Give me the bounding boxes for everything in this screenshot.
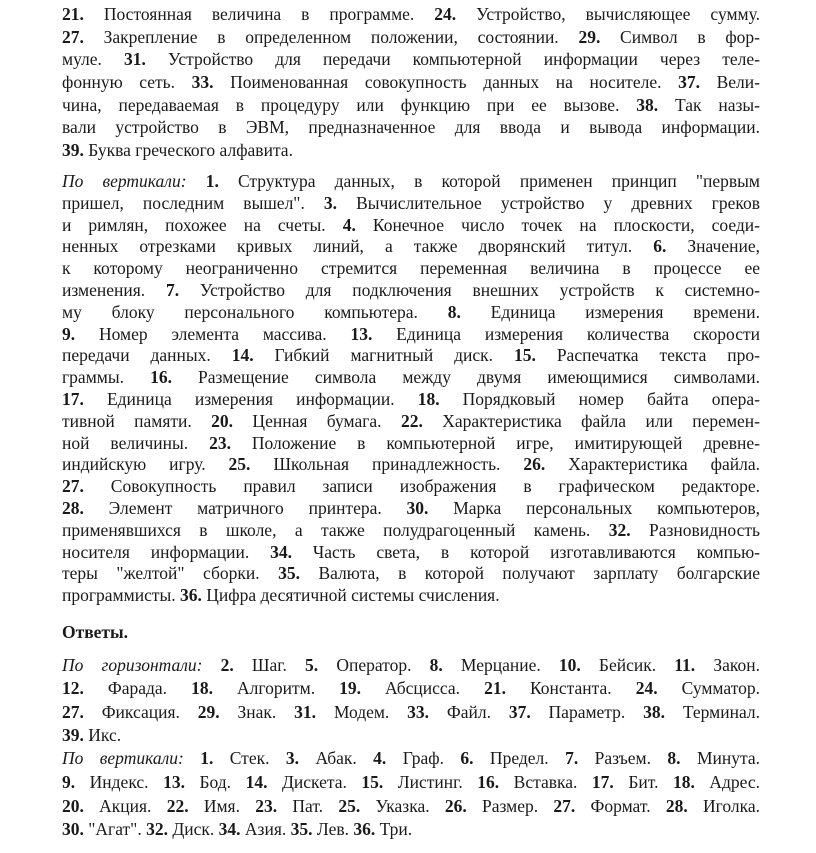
bold-text: 30.	[62, 819, 84, 840]
bold-text: 8.	[429, 655, 443, 675]
text-run: Иголка.	[687, 795, 760, 816]
text-run: Положение в компьютерной игре, имитирующей древне-	[230, 432, 760, 453]
text-run: изменения.	[62, 279, 166, 300]
text-line	[62, 48, 760, 71]
text-run: "Агат".	[83, 819, 147, 840]
bold-text: 37.	[508, 701, 531, 722]
text-run: Оператор.	[318, 655, 430, 675]
text-line	[62, 724, 760, 747]
text-line	[62, 139, 760, 162]
text-run: Минута.	[680, 748, 760, 768]
text-line	[62, 677, 760, 700]
bold-text: 6.	[653, 236, 667, 257]
bold-text: 39.	[62, 140, 84, 161]
horizontal-clues-continued	[62, 3, 760, 162]
bold-text: 34.	[270, 541, 293, 562]
text-run: Гибкий магнитный диск.	[253, 345, 514, 366]
answers-vertical	[62, 747, 760, 842]
text-run: Характеристика файла или перемен-	[422, 410, 760, 431]
italic-text: По вертикали:	[62, 171, 206, 191]
bold-text: 14.	[245, 771, 268, 792]
text-line	[62, 71, 760, 94]
text-line	[62, 585, 760, 607]
text-run: Номер элемента массива.	[75, 323, 351, 344]
text-run: носителя информации.	[62, 541, 271, 562]
bold-text: 10.	[558, 655, 581, 675]
text-run: теры "желтой" сборки.	[62, 563, 279, 584]
text-line	[62, 367, 760, 389]
text-run: Распечатка текста про-	[535, 345, 760, 366]
text-run: Константа.	[505, 678, 636, 699]
text-run: Пат.	[277, 795, 339, 816]
text-run: Азия.	[240, 819, 291, 840]
text-run: Конечное число точек на плоскости, соеди-	[355, 214, 760, 235]
bold-text: 17.	[591, 771, 614, 792]
bold-text: 38.	[636, 94, 659, 115]
text-run: Ценная бумага.	[233, 410, 401, 431]
text-line	[62, 116, 760, 139]
text-run: вали устройство в ЭВМ, предназначенное для ввода и вывода информации.	[62, 117, 760, 138]
text-run: Терминал.	[665, 701, 760, 722]
text-line	[62, 3, 760, 26]
text-run: Акция.	[83, 795, 167, 816]
text-run: Буква греческого алфавита.	[83, 140, 293, 161]
text-line	[62, 563, 760, 585]
text-run: фонную сеть.	[62, 72, 192, 93]
bold-text: 34.	[218, 819, 241, 840]
text-line	[62, 258, 760, 280]
bold-text: 9.	[62, 323, 76, 344]
bold-text: 8.	[447, 301, 461, 322]
bold-text: Ответы.	[62, 622, 129, 642]
bold-text: 32.	[608, 519, 631, 540]
text-line	[62, 542, 760, 564]
bold-text: 35.	[278, 563, 300, 584]
bold-text: 11.	[674, 655, 696, 675]
bold-text: 26.	[444, 795, 467, 816]
bold-text: 33.	[407, 701, 430, 722]
bold-text: 14.	[231, 345, 254, 366]
text-run: Фарада.	[83, 678, 192, 699]
vertical-clues	[62, 171, 760, 607]
bold-text: 30.	[406, 497, 429, 518]
text-run: му блоку персонального компьютера.	[62, 301, 448, 322]
answers-horizontal	[62, 654, 760, 747]
text-run: Совокупность правил записи изображения в графическом редакторе.	[83, 476, 760, 497]
bold-text: 21.	[484, 678, 506, 699]
text-run: Икс.	[83, 724, 122, 745]
bold-text: 22.	[166, 795, 189, 816]
text-line	[62, 236, 760, 258]
bold-text: 1.	[200, 748, 214, 768]
text-run: Стек.	[213, 748, 286, 768]
text-run: Единица измерения количества скорости	[372, 323, 760, 344]
text-run: Структура данных, в которой применен принцип "первым	[218, 171, 761, 191]
text-run: Часть света, в которой изготавливаются компью-	[292, 541, 760, 562]
bold-text: 18.	[191, 678, 213, 699]
text-line	[62, 654, 760, 677]
text-run: Индекс.	[75, 771, 164, 792]
text-run: Бейсик.	[580, 655, 675, 675]
bold-text: 20.	[62, 795, 84, 816]
bold-text: 8.	[667, 748, 681, 768]
text-run: и римлян, похожее на счеты.	[62, 214, 343, 235]
text-run: Граф.	[386, 748, 461, 768]
bold-text: 24.	[635, 678, 658, 699]
text-run: Разновидность	[630, 519, 760, 540]
text-run: граммы.	[62, 367, 151, 388]
text-run: Адрес.	[694, 771, 761, 792]
bold-text: 7.	[565, 748, 579, 768]
text-run: Листинг.	[383, 771, 478, 792]
text-run: Значение,	[666, 236, 760, 257]
bold-text: 3.	[323, 192, 338, 213]
bold-text: 4.	[373, 748, 387, 768]
answers-heading	[62, 621, 760, 643]
text-line	[62, 498, 760, 520]
text-run: Характеристика файла.	[545, 454, 760, 475]
bold-text: 23.	[209, 432, 231, 453]
text-line	[62, 280, 760, 302]
text-line	[62, 302, 760, 324]
text-run: индийскую игру.	[62, 454, 229, 475]
text-line	[62, 389, 760, 411]
bold-text: 26.	[523, 454, 546, 475]
text-run: Вставка.	[499, 771, 592, 792]
bold-text: 39.	[62, 724, 84, 745]
bold-text: 25.	[338, 795, 361, 816]
text-run: Устройство для передачи компьютерной информации через теле-	[145, 49, 760, 70]
bold-text: 21.	[62, 4, 84, 24]
text-run: Символ в фор-	[600, 26, 760, 47]
text-line	[62, 795, 760, 819]
text-run: муле.	[62, 49, 125, 70]
bold-text: 15.	[514, 345, 536, 366]
text-run: Постоянная величина в программе.	[83, 4, 435, 24]
text-run: ной величины.	[62, 432, 210, 453]
text-run: Элемент матричного принтера.	[83, 497, 407, 518]
bold-text: 25.	[228, 454, 251, 475]
text-run: Алгоритм.	[212, 678, 340, 699]
text-run: Размер.	[466, 795, 554, 816]
text-line	[62, 818, 760, 842]
text-run: Устройство, вычисляющее сумму.	[456, 4, 760, 24]
bold-text: 3.	[285, 748, 300, 768]
text-line	[62, 621, 760, 643]
text-run: Формат.	[575, 795, 666, 816]
text-run: тивной памяти.	[62, 410, 212, 431]
bold-text: 20.	[211, 410, 234, 431]
text-run: Дискета.	[267, 771, 362, 792]
bold-text: 2.	[220, 655, 234, 675]
text-run: Единица измерения информации.	[83, 388, 418, 409]
text-run: применявшихся в школе, а также полудрагоценный камень.	[62, 519, 609, 540]
text-run: Диск.	[167, 819, 219, 840]
text-run: Цифра десятичной системы счисления.	[201, 585, 500, 606]
bold-text: 18.	[672, 771, 695, 792]
text-run: Три.	[375, 819, 413, 840]
text-run: Единица измерения времени.	[460, 301, 761, 322]
text-run: Марка персональных компьютеров,	[428, 497, 761, 518]
bold-text: 18.	[417, 388, 440, 409]
text-line	[62, 771, 760, 795]
italic-text: По горизонтали:	[62, 655, 221, 675]
bold-text: 13.	[350, 323, 373, 344]
bold-text: 22.	[400, 410, 423, 431]
bold-text: 32.	[146, 819, 168, 840]
bold-text: 1.	[205, 171, 219, 191]
bold-text: 36.	[180, 585, 202, 606]
bold-text: 35.	[290, 819, 313, 840]
bold-text: 7.	[165, 279, 180, 300]
bold-text: 31.	[124, 49, 146, 70]
text-run: ненных отрезками кривых линий, а также дворянский титул.	[62, 236, 654, 257]
text-run: Бит.	[613, 771, 673, 792]
text-run: Вели-	[699, 72, 760, 93]
text-run: чина, передаваемая в процедуру или функцию при ее вызове.	[62, 94, 637, 115]
text-line	[62, 324, 760, 346]
text-line	[62, 476, 760, 498]
bold-text: 33.	[191, 72, 214, 93]
text-run: Валюта, в которой получают зарплату болгарские	[299, 563, 761, 584]
text-run: Модем.	[315, 701, 408, 722]
text-run: Так назы-	[658, 94, 761, 115]
text-line	[62, 701, 760, 724]
text-line	[62, 520, 760, 542]
text-run: Параметр.	[530, 701, 644, 722]
text-run: Шаг.	[233, 655, 306, 675]
text-run: Мерцание.	[442, 655, 559, 675]
bold-text: 23.	[255, 795, 278, 816]
text-run: Бод.	[184, 771, 246, 792]
text-run: Порядковый номер байта опера-	[439, 388, 760, 409]
text-run: Указка.	[360, 795, 445, 816]
bold-text: 29.	[197, 701, 220, 722]
bold-text: 27.	[553, 795, 576, 816]
bold-text: 29.	[578, 26, 601, 47]
text-line	[62, 747, 760, 771]
text-run: Фиксация.	[83, 701, 198, 722]
text-run: Поименованная совокупность данных на носителе.	[213, 72, 679, 93]
bold-text: 27.	[62, 26, 84, 47]
text-run: передачи данных.	[62, 345, 232, 366]
bold-text: 19.	[339, 678, 361, 699]
text-run: Вычислительное устройство у древних греков	[337, 192, 760, 213]
text-run: Абак.	[299, 748, 374, 768]
bold-text: 9.	[62, 771, 76, 792]
text-run: Лев.	[312, 819, 354, 840]
bold-text: 6.	[460, 748, 474, 768]
bold-text: 16.	[477, 771, 500, 792]
bold-text: 38.	[643, 701, 666, 722]
bold-text: 28.	[62, 497, 84, 518]
text-run: Имя.	[188, 795, 256, 816]
bold-text: 24.	[434, 4, 457, 24]
text-line	[62, 345, 760, 367]
text-line	[62, 193, 760, 215]
bold-text: 5.	[305, 655, 319, 675]
bold-text: 37.	[678, 72, 700, 93]
bold-text: 36.	[353, 819, 376, 840]
bold-text: 31.	[294, 701, 316, 722]
text-run: Размещение символа между двумя имеющимися символами.	[171, 367, 760, 388]
text-run: Школьная принадлежность.	[250, 454, 524, 475]
text-run: программисты.	[62, 585, 180, 606]
text-run: Предел.	[473, 748, 566, 768]
text-run: Закрепление в определенном положении, состоянии.	[83, 26, 579, 47]
bold-text: 27.	[62, 701, 84, 722]
text-run: к которому неограниченно стремится переменная величина в процессе ее	[62, 258, 760, 279]
bold-text: 12.	[62, 678, 84, 699]
text-run: Знак.	[219, 701, 295, 722]
text-line	[62, 215, 760, 237]
text-line	[62, 433, 760, 455]
text-line	[62, 454, 760, 476]
text-line	[62, 171, 760, 193]
text-run: Файл.	[429, 701, 509, 722]
text-run: Разъем.	[578, 748, 668, 768]
bold-text: 4.	[342, 214, 356, 235]
text-run: Устройство для подключения внешних устройств к системно-	[179, 279, 760, 300]
text-line	[62, 26, 760, 49]
text-run: Сумматор.	[657, 678, 760, 699]
bold-text: 15.	[361, 771, 384, 792]
text-run: Закон.	[695, 655, 760, 675]
text-run: пришел, последним вышел".	[62, 192, 324, 213]
italic-text: По вертикали:	[62, 748, 201, 768]
bold-text: 16.	[150, 367, 172, 388]
bold-text: 27.	[62, 476, 84, 497]
bold-text: 28.	[665, 795, 688, 816]
text-line	[62, 411, 760, 433]
text-line	[62, 94, 760, 117]
text-run: Абсцисса.	[360, 678, 485, 699]
bold-text: 17.	[62, 388, 84, 409]
bold-text: 13.	[163, 771, 185, 792]
